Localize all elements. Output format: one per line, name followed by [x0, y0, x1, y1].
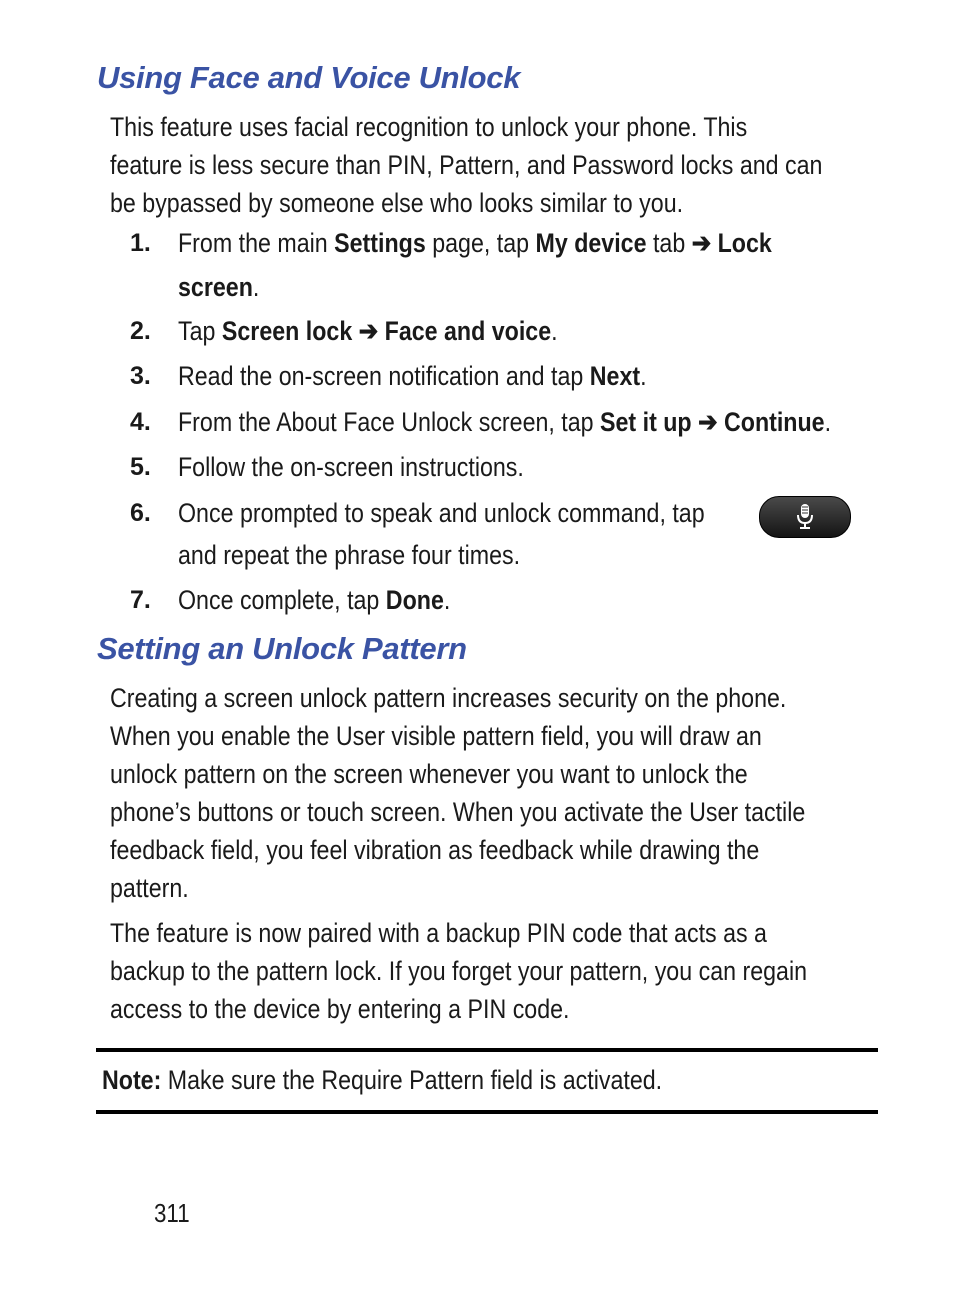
- unlock-pattern-para-1: Creating a screen unlock pattern increases security on the phone. When you enable the User visible pattern field, you will draw an unlock pattern on the screen whenever you want to unlock the phone’s buttons or touch screen. When you activate the User tactile feedback field, you feel vibration as feedback while drawing the pattern.: [110, 683, 806, 903]
- microphone-button: [759, 496, 851, 538]
- microphone-icon: [795, 503, 815, 531]
- note-text: Make sure the Require Pattern field is activated.: [161, 1065, 663, 1095]
- section-heading-face-voice: Using Face and Voice Unlock: [97, 60, 521, 95]
- note-label: Note:: [102, 1065, 162, 1095]
- face-voice-intro: This feature uses facial recognition to unlock your phone. This feature is less secure than PIN, Pattern, and Password locks and can be bypassed by someone else who looks similar to you.: [110, 112, 823, 218]
- unlock-pattern-para-2: The feature is now paired with a backup PIN code that acts as a backup to the pattern lock. If you forget your pattern, you can regain access to the device by entering a PIN code.: [110, 918, 808, 1024]
- section-heading-unlock-pattern: Setting an Unlock Pattern: [97, 631, 467, 666]
- manual-page: Using Face and Voice Unlock This feature uses facial recognition to unlock your phone. This feature is less secure than PIN, Pattern, and Password locks and can be bypassed by someone else who looks similar to you. 1. From the main Settings page, tap My device tab ➔ Lock screen. 2. Tap Screen lock ➔ Face and voice. 3. Read the on-screen notification and tap Next. 4. From the About Face Unlock screen, tap Set it up ➔ Continue. 5. Follow the on-screen instructions. 6. Once prompted to speak and unlock command, tap and repeat the phrase four times. 7. Once complete, tap Done. Setting an Unlock Pattern Creating a screen unlock pattern increases security on the phone. When you enable the User visible pattern field, you will draw an unlock pattern on the screen whenever you want to unlock the phone’s buttons or touch screen. When you activate the User tactile feedback field, you feel vibration as feedback while drawing the pattern. The feature is now paired with a backup PIN code that acts as a backup to the pattern lock. If you forget your pattern, you can regain access to the device by entering a PIN code. Note: Make sure the Require Pattern field is activated. 311: [0, 0, 954, 1295]
- note-box: [96, 1048, 878, 1114]
- page-number: 311: [154, 1198, 190, 1228]
